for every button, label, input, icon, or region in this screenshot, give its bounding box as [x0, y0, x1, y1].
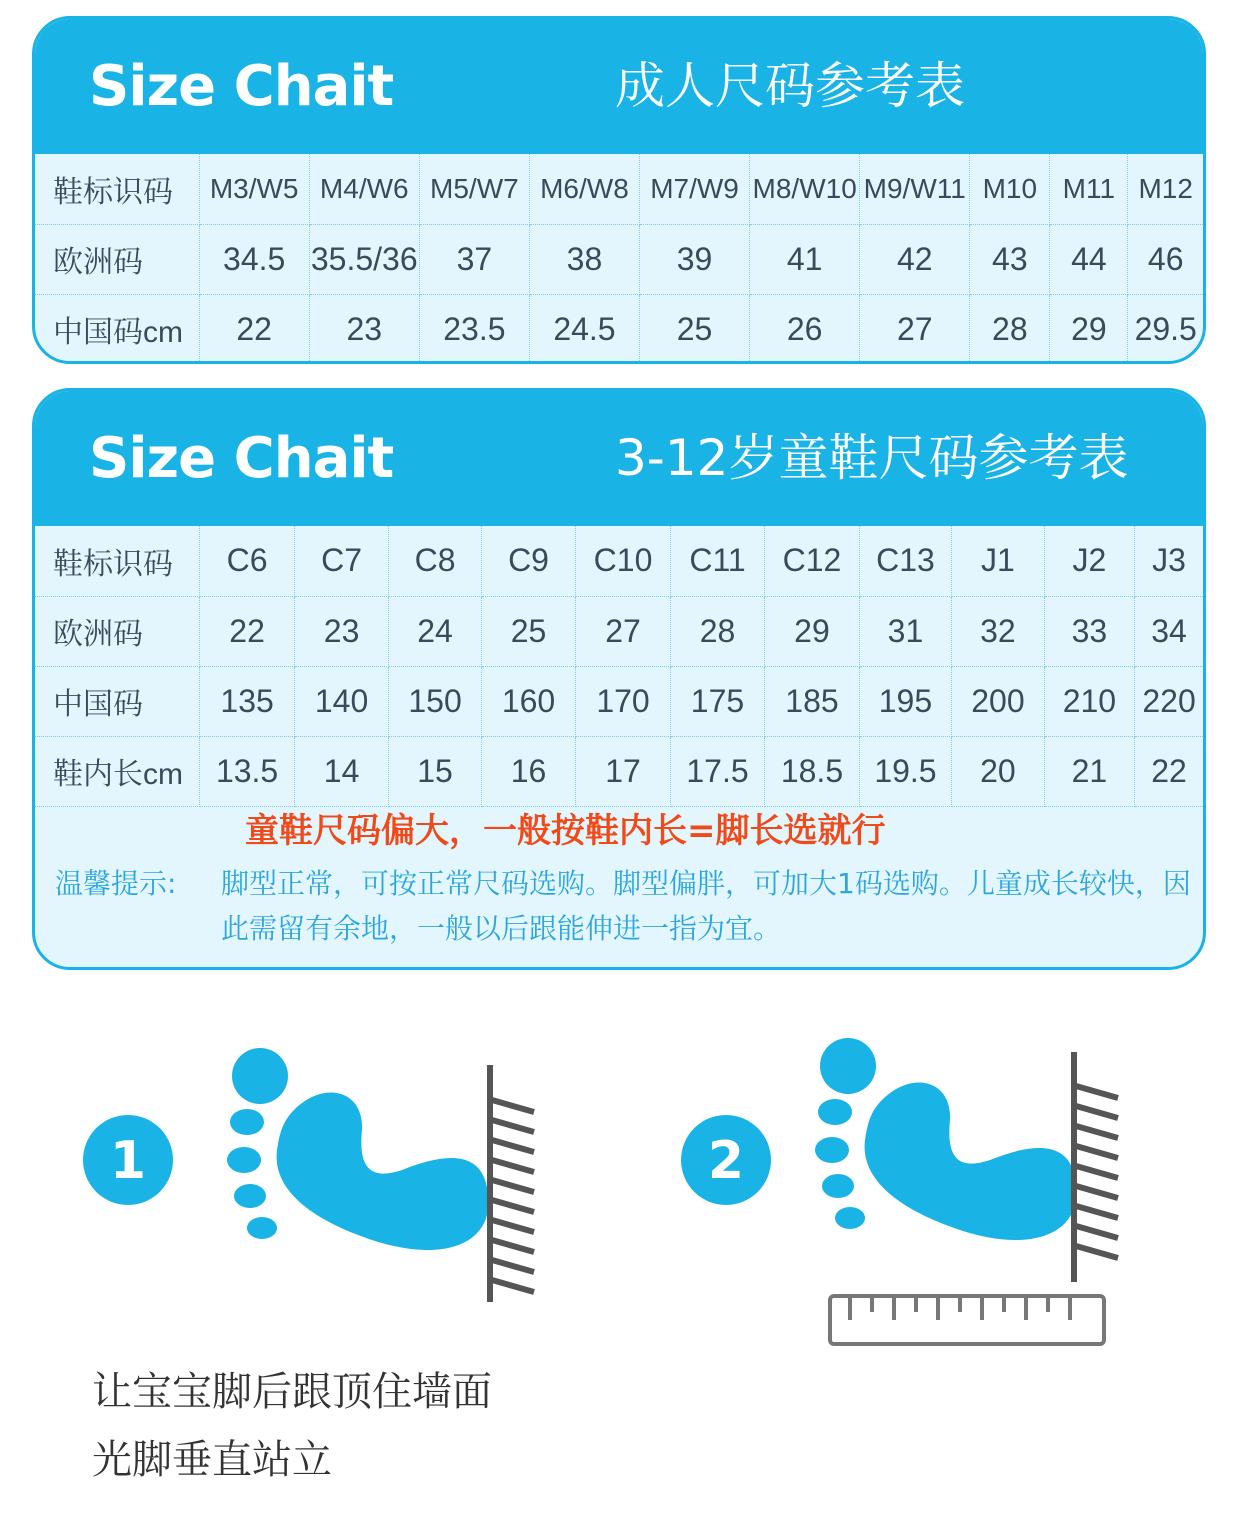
kid-size-cell: 15: [389, 736, 481, 806]
kid-table-row: [35, 596, 1203, 666]
kid-size-cell: 18.5: [765, 736, 859, 806]
kid-size-cell: 160: [481, 666, 575, 736]
adult-size-chart: [32, 16, 1206, 364]
adult-chart-header: [35, 19, 1203, 154]
foot-icon: [227, 1048, 488, 1250]
adult-size-cell: 26: [750, 294, 860, 364]
step2-diagram: [672, 1020, 1152, 1360]
adult-size-cell: M10: [970, 154, 1050, 224]
kid-size-cell: 29: [765, 596, 859, 666]
adult-row-label: 中国码cm: [35, 294, 199, 364]
tip-label: 温馨提示:: [55, 867, 177, 900]
kid-size-cell: C11: [670, 526, 764, 596]
wall-icon: [490, 1065, 534, 1302]
kid-size-cell: 140: [294, 666, 388, 736]
adult-size-cell: 37: [419, 224, 529, 294]
step1-number: 1: [109, 1131, 147, 1191]
ruler-icon: [830, 1296, 1104, 1344]
kid-size-cell: 220: [1135, 666, 1203, 736]
step2-number: 2: [707, 1131, 745, 1191]
kid-size-cell: 22: [200, 596, 294, 666]
kid-size-cell: 27: [576, 596, 670, 666]
caption-line-2: 光脚垂直站立: [92, 1437, 332, 1483]
adult-size-cell: 38: [529, 224, 639, 294]
kid-size-cell: C13: [859, 526, 951, 596]
step1-diagram: [72, 1020, 552, 1320]
adult-size-cell: 28: [970, 294, 1050, 364]
kid-size-cell: 17.5: [670, 736, 764, 806]
adult-size-cell: 27: [860, 294, 970, 364]
kid-size-cell: 33: [1044, 596, 1134, 666]
warning-text: 童鞋尺码偏大，一般按鞋内长=脚长选就行: [245, 811, 886, 851]
adult-size-cell: 35.5/36: [309, 224, 419, 294]
kid-size-cell: C12: [765, 526, 859, 596]
kid-size-cell: 195: [859, 666, 951, 736]
kid-row-label: 鞋内长cm: [35, 736, 200, 806]
kid-size-cell: 210: [1044, 666, 1134, 736]
adult-size-cell: 25: [640, 294, 750, 364]
kid-size-cell: 31: [859, 596, 951, 666]
kid-size-cell: C9: [481, 526, 575, 596]
adult-size-cell: M4/W6: [309, 154, 419, 224]
kid-row-label: 中国码: [35, 666, 200, 736]
tip-text: 脚型正常，可按正常尺码选购。脚型偏胖，可加大1码选购。儿童成长较快，因此需留有余地，一般以后跟能伸进一指为宜。: [221, 867, 1191, 945]
kid-size-cell: C10: [576, 526, 670, 596]
adult-size-cell: M5/W7: [419, 154, 529, 224]
adult-size-cell: 29.5: [1128, 294, 1203, 364]
kid-table-row: [35, 526, 1203, 596]
wall-icon: [1074, 1052, 1118, 1282]
step2-illustration: [672, 1020, 1152, 1360]
kid-size-cell: 170: [576, 666, 670, 736]
kid-size-cell: 185: [765, 666, 859, 736]
kid-size-cell: 135: [200, 666, 294, 736]
caption-line-1: 让宝宝脚后跟顶住墙面: [92, 1369, 492, 1415]
kid-size-chart: [32, 388, 1206, 970]
kid-size-cell: 200: [952, 666, 1044, 736]
adult-size-cell: M11: [1050, 154, 1128, 224]
adult-size-cell: 43: [970, 224, 1050, 294]
kid-chart-header: [35, 391, 1203, 526]
kid-size-cell: 24: [389, 596, 481, 666]
kid-size-cell: 16: [481, 736, 575, 806]
adult-size-cell: M6/W8: [529, 154, 639, 224]
kid-size-cell: 150: [389, 666, 481, 736]
kid-table-row: [35, 666, 1203, 736]
kid-size-cell: J3: [1135, 526, 1203, 596]
adult-size-cell: M7/W9: [640, 154, 750, 224]
kid-size-cell: 20: [952, 736, 1044, 806]
kid-table-row: [35, 736, 1203, 806]
kid-size-table: [35, 526, 1203, 807]
kid-brand-title: Size Chait: [89, 426, 394, 491]
adult-size-cell: 29: [1050, 294, 1128, 364]
adult-size-cell: 46: [1128, 224, 1203, 294]
kid-size-cell: 19.5: [859, 736, 951, 806]
kid-size-cell: 17: [576, 736, 670, 806]
adult-size-cell: M3/W5: [199, 154, 309, 224]
adult-size-table: [35, 154, 1203, 364]
kid-size-cell: J1: [952, 526, 1044, 596]
adult-size-cell: 41: [750, 224, 860, 294]
kid-size-cell: 22: [1135, 736, 1203, 806]
kid-size-cell: 34: [1135, 596, 1203, 666]
kid-size-cell: 175: [670, 666, 764, 736]
adult-size-cell: M9/W11: [860, 154, 970, 224]
kid-size-cell: C6: [200, 526, 294, 596]
kid-size-cell: 21: [1044, 736, 1134, 806]
adult-size-cell: 34.5: [199, 224, 309, 294]
adult-size-cell: 24.5: [529, 294, 639, 364]
adult-size-cell: 22: [199, 294, 309, 364]
step2-badge: [681, 1115, 771, 1205]
kid-row-label: 欧洲码: [35, 596, 200, 666]
step1-badge: [83, 1115, 173, 1205]
adult-size-cell: 44: [1050, 224, 1128, 294]
kid-size-cell: 23: [294, 596, 388, 666]
kid-size-cell: 13.5: [200, 736, 294, 806]
kid-row-label: 鞋标识码: [35, 526, 200, 596]
adult-table-row: [35, 154, 1203, 224]
foot-icon: [815, 1038, 1076, 1240]
kid-size-cell: 28: [670, 596, 764, 666]
adult-table-row: [35, 224, 1203, 294]
kid-size-cell: 25: [481, 596, 575, 666]
adult-row-label: 欧洲码: [35, 224, 199, 294]
adult-size-cell: M12: [1128, 154, 1203, 224]
kid-size-cell: C7: [294, 526, 388, 596]
kid-size-cell: 32: [952, 596, 1044, 666]
kid-size-cell: 14: [294, 736, 388, 806]
adult-size-cell: 23: [309, 294, 419, 364]
adult-size-cell: 39: [640, 224, 750, 294]
kid-size-cell: C8: [389, 526, 481, 596]
step1-illustration: [72, 1020, 552, 1320]
adult-row-label: 鞋标识码: [35, 154, 199, 224]
adult-brand-title: Size Chait: [89, 54, 394, 119]
adult-size-cell: 23.5: [419, 294, 529, 364]
adult-size-cell: 42: [860, 224, 970, 294]
kid-size-cell: J2: [1044, 526, 1134, 596]
kid-chart-title: 3-12岁童鞋尺码参考表: [615, 429, 1129, 487]
adult-size-cell: M8/W10: [750, 154, 860, 224]
adult-table-row: [35, 294, 1203, 364]
adult-chart-title: 成人尺码参考表: [615, 57, 965, 115]
